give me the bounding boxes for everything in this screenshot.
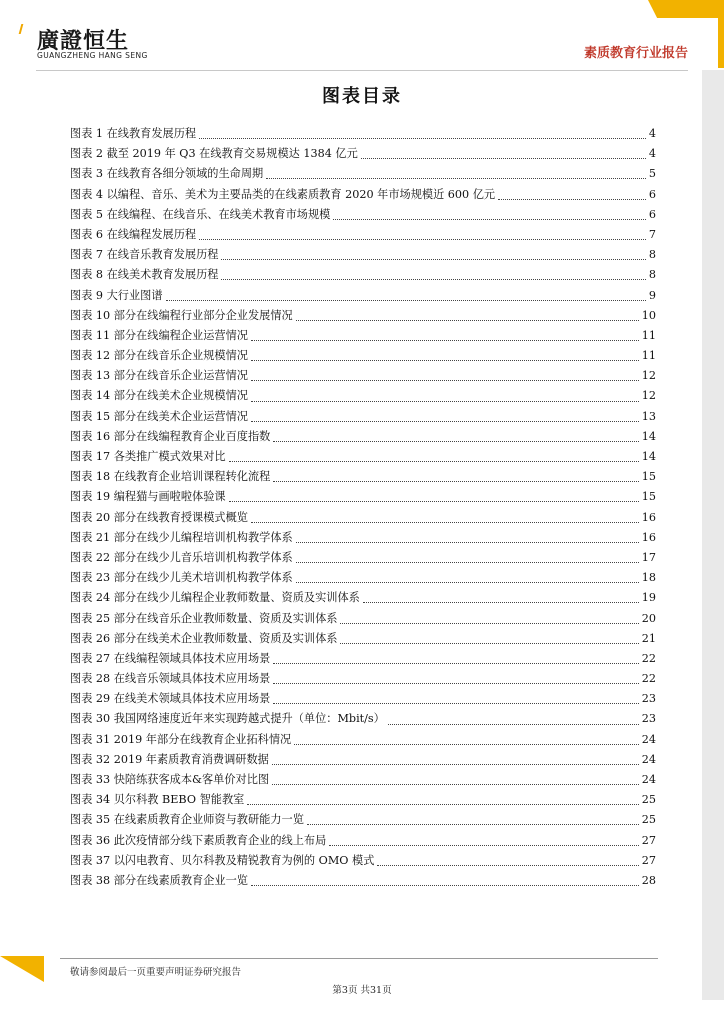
footer-corner-decoration [0, 956, 44, 982]
toc-dot-leader [251, 339, 639, 341]
toc-entry[interactable] [70, 568, 656, 588]
toc-entry-page: 6 [648, 207, 656, 221]
toc-entry[interactable] [70, 205, 656, 225]
toc-entry-label: 图表 1 在线教育发展历程 [70, 127, 197, 140]
toc-entry-page: 11 [641, 349, 656, 363]
toc-entry-label: 图表 31 2019 年部分在线教育企业拓科情况 [70, 732, 292, 746]
toc-dot-leader [166, 299, 646, 301]
toc-entry[interactable] [70, 467, 656, 487]
toc-entry-page: 16 [641, 530, 656, 544]
page-side-bar [702, 70, 724, 1000]
toc-dot-leader [294, 743, 639, 745]
toc-entry-page: 25 [641, 813, 656, 827]
toc-entry-page: 12 [641, 389, 656, 403]
toc-entry[interactable] [70, 649, 656, 669]
toc-entry-label: 图表 15 部分在线美术企业运营情况 [70, 409, 248, 423]
toc-entry[interactable] [70, 689, 656, 709]
toc-entry-label: 图表 19 编程猫与画啦啦体验课 [70, 490, 226, 504]
toc-entry-page: 15 [641, 490, 656, 504]
toc-entry-page: 24 [641, 732, 656, 746]
toc-entry-label: 图表 34 贝尔科教 BEBO 智能教室 [70, 793, 245, 807]
toc-dot-leader [247, 803, 638, 805]
toc-dot-leader [273, 662, 638, 664]
toc-entry-page: 16 [641, 510, 656, 524]
toc-entry-page: 15 [641, 470, 656, 484]
toc-dot-leader [251, 521, 639, 523]
toc-entry-label: 图表 3 在线教育各细分领域的生命周期 [70, 167, 264, 181]
toc-entry[interactable] [70, 790, 656, 810]
toc-entry[interactable] [70, 831, 656, 851]
toc-dot-leader [251, 359, 639, 361]
toc-entry-label: 图表 27 在线编程领域具体技术应用场景 [70, 651, 271, 665]
toc-entry[interactable] [70, 386, 656, 406]
toc-entry-page: 24 [641, 773, 656, 786]
toc-dot-leader [272, 783, 639, 785]
toc-entry-label: 图表 29 在线美术领域具体技术应用场景 [70, 692, 271, 706]
toc-entry[interactable] [70, 326, 656, 346]
toc-entry-page: 6 [648, 187, 656, 201]
toc-entry-label: 图表 28 在线音乐领域具体技术应用场景 [70, 672, 271, 686]
toc-entry-page: 27 [641, 833, 656, 847]
toc-entry-label: 图表 2 截至 2019 年 Q3 在线教育交易规模达 1384 亿元 [70, 147, 358, 161]
toc-entry[interactable] [70, 185, 656, 205]
toc-dot-leader [498, 198, 646, 200]
toc-entry-label: 图表 10 部分在线编程行业部分企业发展情况 [70, 308, 293, 322]
toc-entry-label: 图表 30 我国网络速度近年来实现跨越式提升（单位：Mbit/s） [70, 712, 385, 726]
figure-list [70, 124, 656, 891]
toc-entry-label: 图表 14 部分在线美术企业规模情况 [70, 389, 248, 403]
toc-dot-leader [229, 500, 639, 502]
toc-entry-label: 图表 38 部分在线素质教育企业一览 [70, 873, 248, 887]
toc-entry[interactable] [70, 447, 656, 467]
toc-dot-leader [307, 823, 639, 825]
toc-dot-leader [340, 622, 638, 624]
toc-entry[interactable] [70, 629, 656, 649]
toc-dot-leader [221, 278, 645, 280]
toc-entry[interactable] [70, 851, 656, 871]
toc-entry-label: 图表 7 在线音乐教育发展历程 [70, 248, 219, 262]
toc-entry-label: 图表 36 此次疫情部分线下素质教育企业的线上布局 [70, 833, 327, 847]
toc-dot-leader [296, 561, 639, 563]
header-corner-decoration [648, 0, 724, 18]
toc-entry-label: 图表 20 部分在线教育授课模式概览 [70, 510, 248, 524]
toc-dot-leader [199, 238, 646, 240]
toc-entry[interactable] [70, 871, 656, 891]
toc-entry-label: 图表 26 部分在线美术企业教师数量、资质及实训体系 [70, 631, 338, 645]
toc-entry-page: 13 [641, 409, 656, 423]
toc-entry-page: 24 [641, 752, 656, 766]
toc-entry-page: 14 [641, 429, 656, 443]
report-title: 素质教育行业报告 [583, 46, 688, 61]
toc-dot-leader [361, 157, 646, 159]
toc-dot-leader [273, 682, 638, 684]
toc-entry-label: 图表 12 部分在线音乐企业规模情况 [70, 349, 248, 363]
toc-entry[interactable] [70, 508, 656, 528]
toc-entry-page: 27 [641, 853, 656, 867]
toc-entry-page: 5 [648, 167, 656, 181]
toc-entry-label: 图表 32 2019 年素质教育消费调研数据 [70, 752, 269, 766]
toc-entry-label: 图表 17 各类推广模式效果对比 [70, 450, 226, 463]
toc-entry-page: 9 [648, 288, 656, 302]
toc-entry-page: 10 [641, 308, 656, 322]
toc-entry[interactable] [70, 265, 656, 285]
toc-entry-page: 28 [641, 873, 656, 887]
toc-entry[interactable] [70, 225, 656, 245]
toc-entry-label: 图表 35 在线素质教育企业师资与教研能力一览 [70, 813, 304, 827]
toc-dot-leader [266, 177, 646, 179]
toc-dot-leader [251, 420, 639, 422]
toc-entry-page: 19 [641, 591, 656, 605]
toc-entry-label: 图表 18 在线教育企业培训课程转化流程 [70, 470, 271, 484]
toc-entry[interactable] [70, 487, 656, 507]
toc-dot-leader [272, 763, 639, 765]
toc-dot-leader [221, 258, 645, 260]
toc-entry[interactable] [70, 164, 656, 184]
toc-dot-leader [199, 137, 646, 139]
toc-entry[interactable] [70, 810, 656, 830]
toc-entry-label: 图表 16 部分在线编程教育企业百度指数 [70, 429, 271, 443]
header-divider [36, 70, 688, 71]
toc-entry-label: 图表 21 部分在线少儿编程培训机构教学体系 [70, 530, 293, 544]
toc-entry-page: 23 [641, 712, 656, 726]
toc-entry-page: 4 [648, 147, 656, 161]
header-side-accent [718, 18, 724, 68]
toc-dot-leader [377, 864, 638, 866]
company-logo-subtext: GUANGZHENG HANG SENG [37, 51, 148, 60]
toc-entry-page: 7 [648, 227, 656, 241]
footer-disclaimer: 敬请参阅最后一页重要声明证券研究报告 [70, 967, 242, 978]
toc-entry-label: 图表 22 部分在线少儿音乐培训机构教学体系 [70, 550, 293, 564]
toc-entry-page: 4 [648, 127, 656, 140]
toc-dot-leader [273, 440, 638, 442]
toc-entry-label: 图表 13 部分在线音乐企业运营情况 [70, 369, 248, 383]
toc-entry[interactable] [70, 245, 656, 265]
toc-entry-label: 图表 24 部分在线少儿编程企业教师数量、资质及实训体系 [70, 591, 360, 605]
toc-entry[interactable] [70, 124, 656, 144]
toc-dot-leader [296, 541, 639, 543]
toc-dot-leader [296, 581, 639, 583]
toc-entry[interactable] [70, 750, 656, 770]
footer-divider [60, 958, 658, 959]
toc-dot-leader [333, 218, 646, 220]
toc-entry[interactable] [70, 730, 656, 750]
toc-entry-page: 11 [641, 328, 656, 342]
toc-entry-label: 图表 23 部分在线少儿美术培训机构教学体系 [70, 571, 293, 585]
toc-dot-leader [363, 601, 639, 603]
toc-entry[interactable] [70, 427, 656, 447]
toc-dot-leader [251, 884, 639, 886]
logo-mark [19, 24, 24, 34]
toc-dot-leader [251, 400, 639, 402]
toc-entry[interactable] [70, 669, 656, 689]
toc-title: 图表目录 [322, 86, 402, 107]
toc-entry[interactable] [70, 588, 656, 608]
toc-entry-label: 图表 37 以闪电教育、贝尔科教及精锐教育为例的 OMO 模式 [70, 853, 375, 867]
toc-entry-page: 8 [648, 268, 656, 282]
toc-entry[interactable] [70, 528, 656, 548]
toc-entry-page: 17 [641, 550, 656, 564]
toc-entry-page: 25 [641, 793, 656, 807]
toc-entry-page: 14 [641, 450, 656, 463]
toc-dot-leader [340, 642, 638, 644]
toc-entry[interactable] [70, 346, 656, 366]
toc-dot-leader [229, 460, 639, 462]
toc-entry[interactable] [70, 407, 656, 427]
toc-entry-label: 图表 9 大行业图谱 [70, 288, 163, 302]
toc-dot-leader [296, 319, 639, 321]
toc-entry[interactable] [70, 709, 656, 729]
toc-entry[interactable] [70, 548, 656, 568]
toc-dot-leader [251, 379, 639, 381]
toc-entry[interactable] [70, 770, 656, 790]
page-number: 第3页 共31页 [332, 985, 392, 996]
toc-entry-label: 图表 11 部分在线编程企业运营情况 [70, 328, 248, 342]
toc-entry[interactable] [70, 144, 656, 164]
company-logo-text: 廣證恒生 [37, 29, 130, 54]
toc-entry-label: 图表 4 以编程、音乐、美术为主要品类的在线素质教育 2020 年市场规模近 600 亿元 [70, 187, 496, 201]
toc-entry-page: 20 [641, 611, 656, 625]
toc-entry-label: 图表 6 在线编程发展历程 [70, 227, 197, 241]
toc-entry[interactable] [70, 609, 656, 629]
toc-dot-leader [273, 480, 638, 482]
toc-dot-leader [329, 844, 638, 846]
toc-entry-page: 23 [641, 692, 656, 706]
toc-entry[interactable] [70, 286, 656, 306]
toc-entry[interactable] [70, 366, 656, 386]
toc-entry[interactable] [70, 306, 656, 326]
toc-entry-page: 8 [648, 248, 656, 262]
toc-dot-leader [273, 702, 638, 704]
toc-dot-leader [388, 723, 639, 725]
toc-entry-page: 18 [641, 571, 656, 585]
toc-entry-page: 22 [641, 651, 656, 665]
toc-entry-label: 图表 25 部分在线音乐企业教师数量、资质及实训体系 [70, 611, 338, 625]
toc-entry-page: 22 [641, 672, 656, 686]
toc-entry-page: 12 [641, 369, 656, 383]
toc-entry-label: 图表 5 在线编程、在线音乐、在线美术教育市场规模 [70, 207, 331, 221]
toc-entry-label: 图表 33 快陪练获客成本&客单价对比图 [70, 773, 270, 786]
toc-entry-label: 图表 8 在线美术教育发展历程 [70, 268, 219, 282]
toc-entry-page: 21 [641, 631, 656, 645]
